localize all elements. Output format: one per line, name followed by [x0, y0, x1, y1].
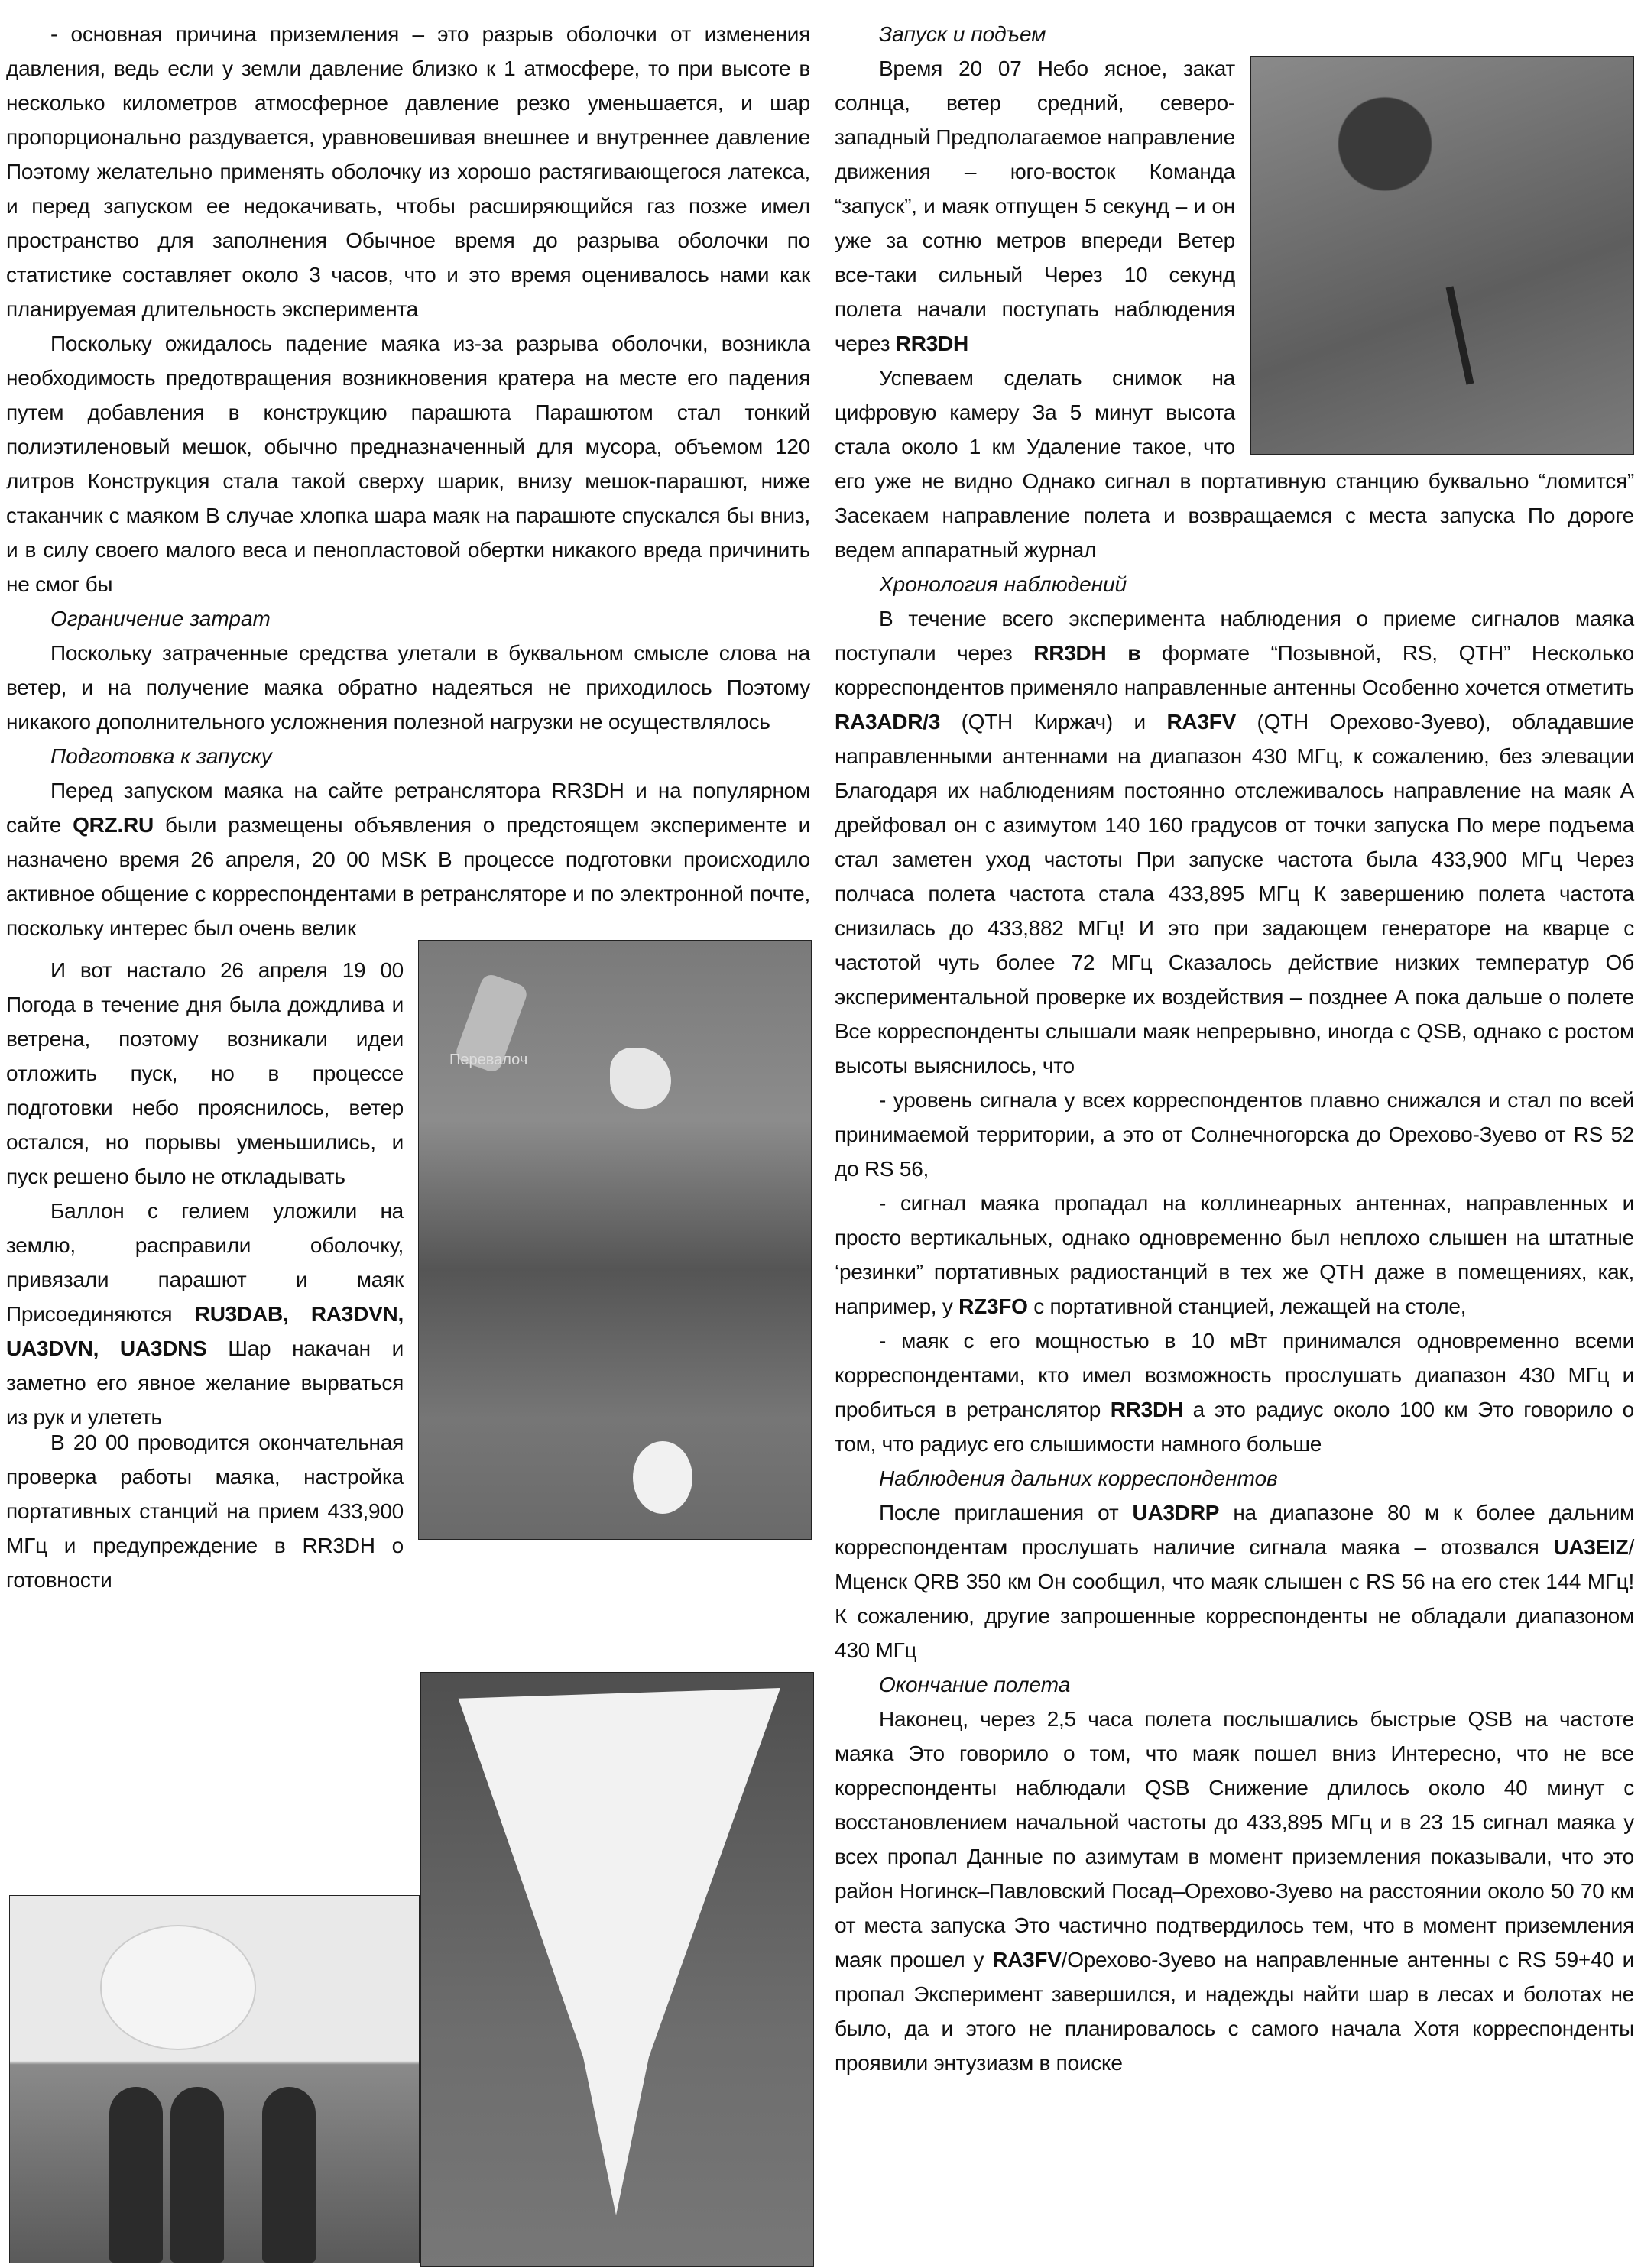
parachute-shape — [452, 1688, 780, 2215]
paragraph-costs: Поскольку затраченные средства улетали в буквальном смысле слова на ветер, и на получение маяка обратно надеяться не приходилось Поэтому никакого дополнительного усложнения полезной нагрузки не осуществлялось — [6, 641, 810, 734]
person-silhouette — [109, 2087, 163, 2263]
photo-launch-site — [418, 940, 812, 1540]
far-text-c: /Мценск QRB 350 км Он сообщил, что маяк слышен с RS 56 на его стек 144 МГц! К сожалению, другие запрошенные корреспонденты не обладали диапазоном 430 МГц — [835, 1535, 1634, 1662]
paragraph-prep — [6, 773, 810, 945]
paragraph-bullet-1: - уровень сигнала у всех корреспондентов плавно снижался и стал по всей принимаемой территории, а это от Солнечногорска до Орехово-Зуево от RS 52 до RS 56, — [835, 1088, 1634, 1181]
photo-balloon-sky — [1250, 56, 1634, 455]
chron-ra3fv: RA3FV — [1166, 710, 1236, 734]
heading-chronology: Хронология наблюдений — [879, 572, 1127, 596]
person-silhouette — [262, 2087, 316, 2263]
launch-text-a: Время 20 07 Небо ясное, закат солнца, ветер средний, северо-западный Предполагаемое направление движения – юго-восток Команда “запуск”, и маяк отпущен 5 секунд – и он уже за сотню метров впереди Ветер все-таки сильный Через 10 секунд полета начали поступать наблюдения через — [835, 57, 1235, 355]
chron-text-3: (QTH Киржач) и — [940, 710, 1167, 734]
bullet2-callsign: RZ3FO — [958, 1294, 1028, 1318]
balloon-text-c: Шар накачан и заметно его явное желание вырваться из рук и улететь — [6, 1336, 404, 1429]
paragraph-day: И вот настало 26 апреля 19 00 Погода в течение дня была дождлива и ветрена, поэтому возникали идеи отложить пуск, но в процессе подготовки небо прояснилось, ветер остался, но порывы уменьшились, и пуск решено было не откладывать — [6, 958, 404, 1188]
person-silhouette — [170, 2087, 224, 2263]
bullet3-callsign: RR3DH — [1110, 1398, 1183, 1421]
heading-launch: Запуск и подъем — [879, 22, 1046, 46]
bullet3-text-a: - маяк с его мощностью в 10 мВт принимался одновременно всеми корреспондентами, кто имел возможность прослушать диапазон 430 МГц и пробиться в ретранслятор — [835, 1329, 1634, 1421]
photo-sign: Перевалоч — [449, 1051, 528, 1068]
parachute-bag-shape — [610, 1048, 671, 1109]
left-column — [6, 17, 810, 945]
end-text-a: Наконец, через 2,5 часа полета послышались быстрые QSB на частоте маяка Это говорило о том, что маяк пошел вниз Интересно, что не все корреспонденты наблюдали QSB Снижение длилось около 40 минут с восстановлением начальной частоты до 433,895 МГц и в 23 15 сигнал маяка у всех пропал Данные по азимутам в момент приземления показывали, что это район Ногинск–Павловский Посад–Орехово-Зуево на расстоянии около 50 70 км от места запуска Это частично подтвердилось тем, что в момент приземления маяк прошел у — [835, 1707, 1634, 1972]
balloon-callsigns: RU3DAB, RA3DVN, UA3DVN, UA3DNS — [6, 1302, 404, 1360]
right-column — [835, 17, 1634, 2080]
left-check-block — [6, 1425, 404, 1597]
paragraph-balloon — [6, 1194, 404, 1434]
balloon-shape — [102, 1926, 255, 2049]
far-text-a: После приглашения от — [879, 1501, 1133, 1524]
prep-text-a: Перед запуском маяка на сайте ретранслятора RR3DH и на популярном сайте — [6, 779, 810, 837]
paragraph-chronology — [835, 601, 1634, 1083]
balloon-text-a: Баллон с гелием уложили на землю, расправили оболочку, привязали парашют и маяк Присоединяются — [6, 1199, 404, 1326]
bullet3-text-c: а это радиус около 100 км Это говорило о том, что радиус его слышимости намного больше — [835, 1398, 1634, 1456]
qrz-link-text: QRZ.RU — [73, 813, 154, 837]
launch-callsign: RR3DH — [895, 332, 969, 355]
bullet2-text-a: - сигнал маяка пропадал на коллинеарных антеннах, направленных и просто вертикальных, однако одновременно был неплохо слышен на штатные ‘резинки” портативных радиостанций в тех же QTH даже в помещениях, как, например, у — [835, 1191, 1634, 1318]
left-narrow-block — [6, 953, 404, 1434]
chron-rr3dh: RR3DH в — [1033, 641, 1141, 665]
paragraph-bullet-3 — [835, 1324, 1634, 1461]
end-text-b: /Орехово-Зуево на направленные антенны с RS 59+40 и пропал Эксперимент завершился, и надежды найти шар в лесах и болотах не было, да и этого не планировалось с самого начала Хотя корреспонденты проявили энтузиазм в поиске — [835, 1948, 1634, 2075]
paragraph-check: В 20 00 проводится окончательная проверка работы маяка, настройка портативных станций на прием 433,900 МГц и предупреждение в RR3DH о готовности — [6, 1430, 404, 1592]
paragraph-far — [835, 1495, 1634, 1667]
heading-end: Окончание полета — [879, 1673, 1071, 1696]
heading-costs: Ограничение затрат — [50, 607, 271, 630]
heading-prep: Подготовка к запуску — [50, 744, 272, 768]
paragraph-photo: Успеваем сделать снимок на цифровую камеру За 5 минут высота стала около 1 км Удаление такое, что его уже не видно Однако сигнал в портативную станцию буквально “ломится” Засекаем направление полета и возвращаемся с места запуска По дороге ведем аппаратный журнал — [835, 366, 1634, 562]
heading-far: Наблюдения дальних корреспондентов — [879, 1466, 1278, 1490]
chron-text-2: формате “Позывной, RS, QTH” Несколько корреспондентов применяло направленные антенны Особенно хочется отметить — [835, 641, 1634, 699]
paragraph-intro: - основная причина приземления – это разрыв оболочки от изменения давления, ведь если у земли давление близко к 1 атмосфере, то при высоте в несколько километров атмосферное давление резко уменьшается, и шар пропорционально раздувается, уравновешивая внешнее и внутреннее давление Поэтому желательно применять оболочку из хорошо растягивающегося латекса, и перед запуском ее недокачивать, чтобы расширяющийся газ позже имел пространство для заполнения Обычное время до разрыва оболочки по статистике составляет около 3 часов, что и это время оценивалось нами как планируемая длительность эксперимента — [6, 22, 810, 321]
paragraph-parachute: Поскольку ожидалось падение маяка из-за разрыва оболочки, возникла необходимость предотвращения возникновения кратера на месте его падения путем добавления в конструкцию парашюта Парашютом стал тонкий полиэтиленовый мешок, обычно предназначенный для мусора, объемом 120 литров Конструкция стала такой сверху шарик, внизу мешок-парашют, ниже стаканчик с маяком В случае хлопка шара маяк на парашюте спускался бы вниз, и в силу своего малого веса и пенопластовой обертки никакого вреда причинить не смог бы — [6, 332, 810, 596]
balloon-shape — [633, 1441, 692, 1514]
far-callsign-2: UA3EIZ — [1553, 1535, 1629, 1559]
paragraph-end — [835, 1702, 1634, 2080]
photo-balloon-team — [9, 1895, 420, 2263]
photo-parachute-bag — [420, 1672, 814, 2267]
chron-ra3adr: RA3ADR/3 — [835, 710, 941, 734]
end-callsign: RA3FV — [992, 1948, 1062, 1972]
far-text-b: на диапазоне 80 м к более дальним корреспондентам прослушать наличие сигнала маяка – отозвался — [835, 1501, 1634, 1559]
chron-text-4: (QTH Орехово-Зуево), обладавшие направленными антеннами на диапазон 430 МГц, к сожалению, без элевации Благодаря их наблюдениям постоянно отслеживалось направление на маяк А дрейфовал он с азимутом 140 160 градусов от точки запуска По мере подъема стал заметен уход частоты При запуске частота была 433,900 МГц Через полчаса полета частота стала 433,895 МГц К завершению полета частота снизилась до 433,882 МГц! И это при задающем генераторе на кварце с частотой чуть более 72 МГц Сказалось действие низких температур Об экспериментальной проверке их воздействия – позднее А пока дальше о полете Все корреспонденты слышали маяк непрерывно, иногда с QSB, однако с ростом высоты выяснилось, что — [835, 710, 1634, 1077]
bullet2-text-c: с портативной станцией, лежащей на столе, — [1027, 1294, 1467, 1318]
chron-text-1: В течение всего эксперимента наблюдения о приеме сигналов маяка поступали через — [835, 607, 1634, 665]
far-callsign-1: UA3DRP — [1132, 1501, 1220, 1524]
beacon-string-shape — [1446, 286, 1474, 384]
prep-text-c: были размещены объявления о предстоящем эксперименте и назначено время 26 апреля, 20 00 MSK В процессе подготовки происходило активное общение с корреспондентами в ретрансляторе и по электронной почте, поскольку интерес был очень велик — [6, 813, 811, 940]
paragraph-bullet-2 — [835, 1186, 1634, 1324]
